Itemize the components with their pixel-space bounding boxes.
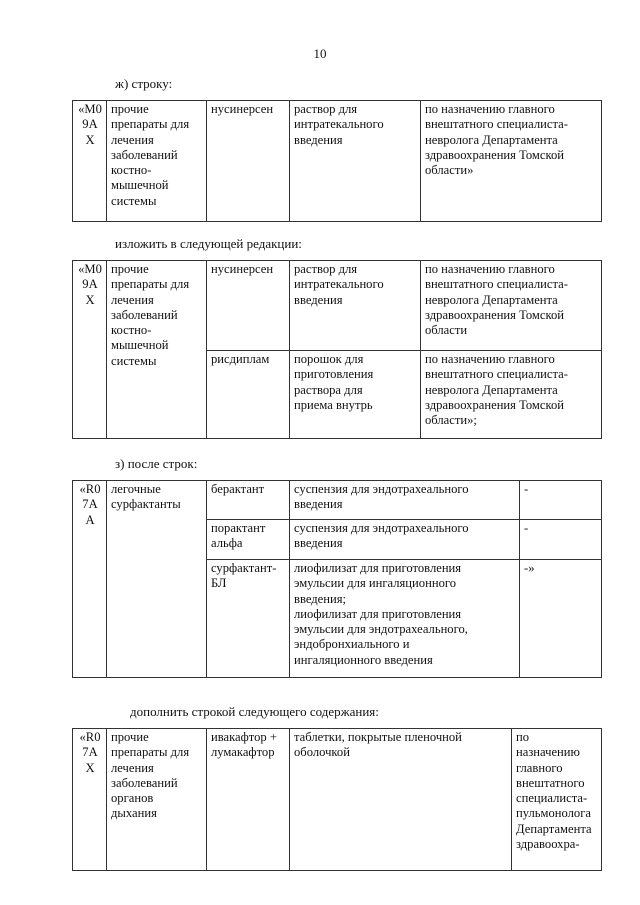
prescription-note-cell: по назначению главного внештатного специалиста- невролога Департамента здравоохранения Томской области — [421, 261, 602, 351]
drug-name-cell: нусинерсен — [207, 261, 290, 351]
instruction-izlozhit: изложить в следующей редакции: — [115, 236, 302, 251]
prescription-note-cell: -» — [520, 560, 602, 678]
dosage-form-cell: раствор для интратекального введения — [290, 261, 421, 351]
group-cell: прочие препараты для лечения заболеваний костно- мышечной системы — [107, 261, 207, 439]
drug-name-cell: рисдиплам — [207, 351, 290, 439]
dosage-form-cell: суспензия для эндотрахеального введения — [290, 520, 520, 560]
dosage-form-cell: суспензия для эндотрахеального введения — [290, 481, 520, 520]
drug-name-cell: ивакафтор + лумакафтор — [207, 729, 290, 871]
drug-name-cell: сурфактант- БЛ — [207, 560, 290, 678]
page-number: 10 — [313, 46, 327, 61]
table-row — [73, 261, 602, 351]
drug-name-cell: порактант альфа — [207, 520, 290, 560]
table-row — [73, 481, 602, 520]
table-row — [73, 729, 602, 871]
instruction-z: з) после строк: — [115, 456, 198, 471]
prescription-note-cell: по назначению главного внештатного специалиста- пульмонолога Департамента здравоохра- — [512, 729, 602, 871]
prescription-note-cell: - — [520, 520, 602, 560]
instruction-zh: ж) строку: — [115, 76, 173, 91]
atc-code-cell: «R0 7А Х — [73, 729, 107, 871]
table-original-row-m09ax — [72, 100, 602, 222]
group-cell: прочие препараты для лечения заболеваний костно- мышечной системы — [107, 101, 207, 222]
drug-name-cell: берактант — [207, 481, 290, 520]
instruction-dopolnit: дополнить строкой следующего содержания: — [130, 704, 379, 719]
group-cell: легочные сурфактанты — [107, 481, 207, 678]
table-row — [73, 101, 602, 222]
table-new-row-r07ax — [72, 728, 602, 871]
dosage-form-cell: таблетки, покрытые пленочной оболочкой — [290, 729, 512, 871]
dosage-form-cell: раствор для интратекального введения — [290, 101, 421, 222]
atc-code-cell: «М0 9А Х — [73, 261, 107, 439]
group-cell: прочие препараты для лечения заболеваний органов дыхания — [107, 729, 207, 871]
prescription-note-cell: - — [520, 481, 602, 520]
dosage-form-cell: лиофилизат для приготовления эмульсии для ингаляционного введения; лиофилизат для приготовления эмульсии для эндотрахеального, эндобронхиального и ингаляционного введения — [290, 560, 520, 678]
drug-name-cell: нусинерсен — [207, 101, 290, 222]
prescription-note-cell: по назначению главного внештатного специалиста- невролога Департамента здравоохранения Томской области» — [421, 101, 602, 222]
atc-code-cell: «R0 7А А — [73, 481, 107, 678]
atc-code-cell: «М0 9А Х — [73, 101, 107, 222]
table-revised-row-m09ax — [72, 260, 602, 439]
dosage-form-cell: порошок для приготовления раствора для приема внутрь — [290, 351, 421, 439]
prescription-note-cell: по назначению главного внештатного специалиста- невролога Департамента здравоохранения Томской области»; — [421, 351, 602, 439]
table-rows-r07aa — [72, 480, 602, 678]
